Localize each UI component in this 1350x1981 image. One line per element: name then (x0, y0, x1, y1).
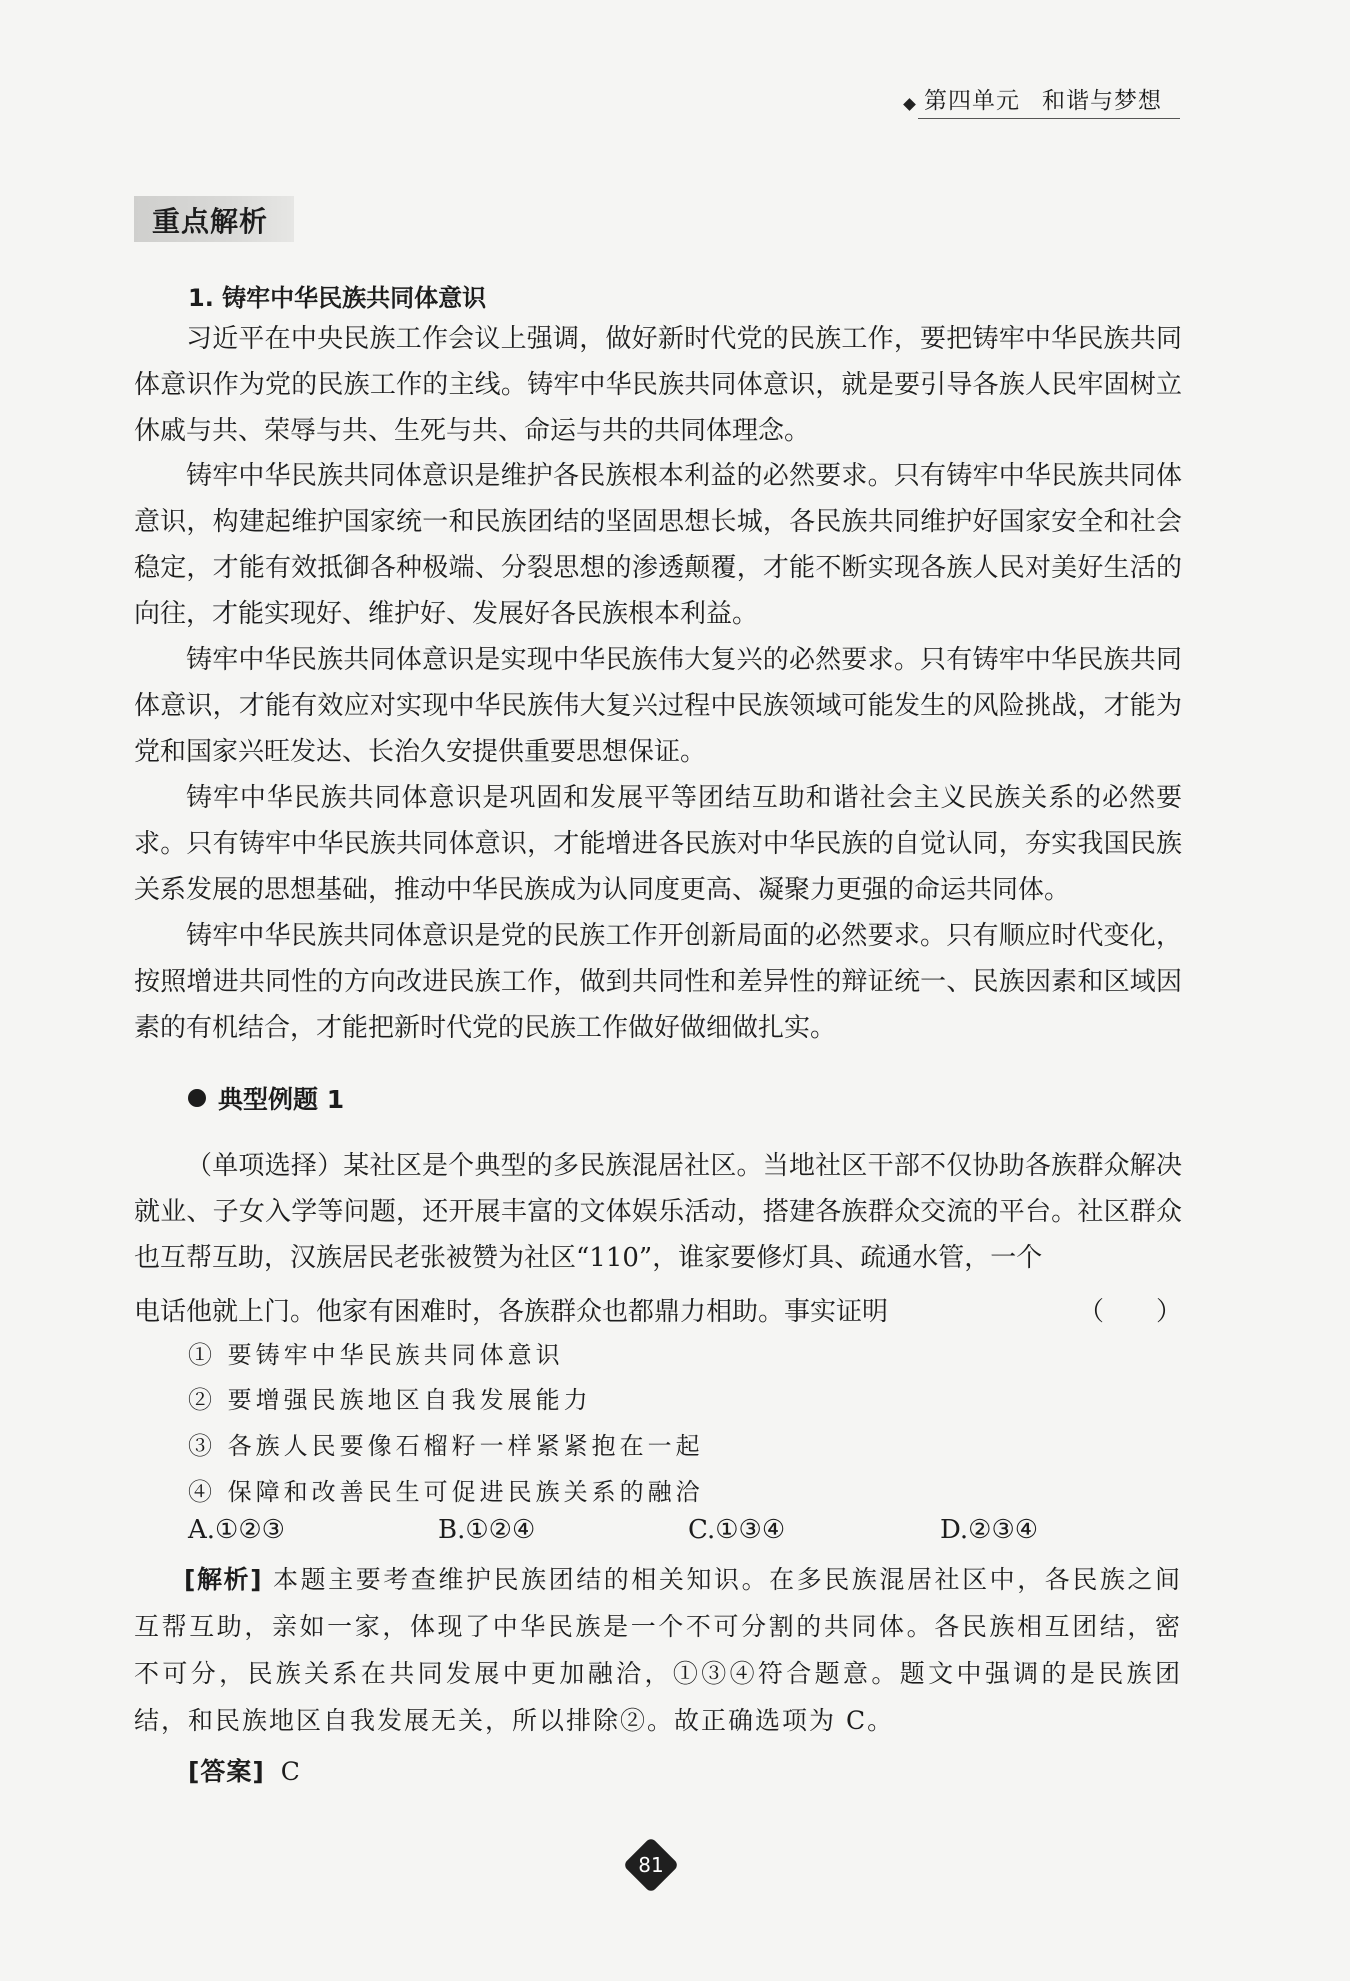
analysis-label: [解析] (184, 1565, 263, 1594)
analysis-text: 本题主要考查维护民族团结的相关知识。在多民族混居社区中，各民族之间互帮互助，亲如一家，体现了中华民族是一个不可分割的共同体。各民族相互团结，密不可分，民族关系在共同发展中更加融洽，①③④符合题意。题文中强调的是民族团结，和民族地区自我发展无关，所以排除②。故正确选项为 C。 (134, 1565, 1182, 1735)
paragraph-1: 习近平在中央民族工作会议上强调，做好新时代党的民族工作，要把铸牢中华民族共同体意识作为党的民族工作的主线。铸牢中华民族共同体意识，就是要引导各族人民牢固树立休戚与共、荣辱与共、生死与共、命运与共的共同体理念。 (134, 324, 1182, 446)
topic-heading: 1. 铸牢中华民族共同体意识 (188, 284, 487, 312)
question-text: （单项选择）某社区是个典型的多民族混居社区。当地社区干部不仅协助各族群众解决就业、子女入学等问题，还开展丰富的文体娱乐活动，搭建各族群众交流的平台。社区群众也互帮互助，汉族居民老张被赞为社区“110”，谁家要修灯具、疏通水管，一个 (134, 1151, 1182, 1273)
bullet-dot-icon (188, 1089, 206, 1107)
page-number: 81 (638, 1853, 664, 1877)
section-title: 重点解析 (152, 205, 269, 238)
example-title (188, 1080, 344, 1116)
diamond-bullet-icon (903, 98, 916, 111)
section-tag (134, 196, 294, 242)
paragraph-3: 铸牢中华民族共同体意识是实现中华民族伟大复兴的必然要求。只有铸牢中华民族共同体意识，才能有效应对实现中华民族伟大复兴过程中民族领域可能发生的风险挑战，才能为党和国家兴旺发达、长治久安提供重要思想保证。 (134, 645, 1182, 767)
paragraph-2: 铸牢中华民族共同体意识是维护各民族根本利益的必然要求。只有铸牢中华民族共同体意识，构建起维护国家统一和民族团结的坚固思想长城，各民族共同维护好国家安全和社会稳定，才能有效抵御各种极端、分裂思想的渗透颠覆，才能不断实现各族人民对美好生活的向往，才能实现好、维护好、发展好各民族根本利益。 (134, 461, 1182, 629)
answer-value: C (280, 1757, 300, 1786)
header-theme: 和谐与梦想 (1042, 88, 1162, 114)
choice-d: D.②③④ (940, 1515, 1039, 1545)
header-rule (918, 118, 1180, 119)
option-1: ① 要铸牢中华民族共同体意识 (188, 1341, 564, 1369)
paragraph-5: 铸牢中华民族共同体意识是党的民族工作开创新局面的必然要求。只有顺应时代变化，按照增进共同性的方向改进民族工作，做到共同性和差异性的辩证统一、民族因素和区域因素的有机结合，才能把新时代党的民族工作做好做细做扎实。 (134, 921, 1182, 1043)
header-unit: 第四单元 (924, 88, 1020, 114)
example-title-text: 典型例题 1 (218, 1085, 345, 1114)
option-4: ④ 保障和改善民生可促进民族关系的融洽 (188, 1478, 704, 1506)
analysis-paragraph (134, 1556, 1182, 1744)
running-header (905, 82, 1162, 115)
choice-c: C.①③④ (688, 1515, 786, 1545)
page-number-badge (622, 1836, 680, 1894)
choice-a: A.①②③ (188, 1515, 285, 1545)
paragraph-4: 铸牢中华民族共同体意识是巩固和发展平等团结互助和谐社会主义民族关系的必然要求。只有铸牢中华民族共同体意识，才能增进各民族对中华民族的自觉认同，夯实我国民族关系发展的思想基础，推动中华民族成为认同度更高、凝聚力更强的命运共同体。 (134, 783, 1182, 905)
option-3: ③ 各族人民要像石榴籽一样紧紧抱在一起 (188, 1432, 704, 1460)
choice-b: B.①②④ (438, 1515, 536, 1545)
answer-blank: （ ） (1077, 1297, 1182, 1327)
option-2: ② 要增强民族地区自我发展能力 (188, 1386, 592, 1414)
question-last-line (134, 1289, 1182, 1335)
question-last-text: 电话他就上门。他家有困难时，各族群众也都鼎力相助。事实证明 (134, 1297, 889, 1327)
answer-label: [答案] (188, 1757, 265, 1786)
answer-line (188, 1752, 300, 1788)
